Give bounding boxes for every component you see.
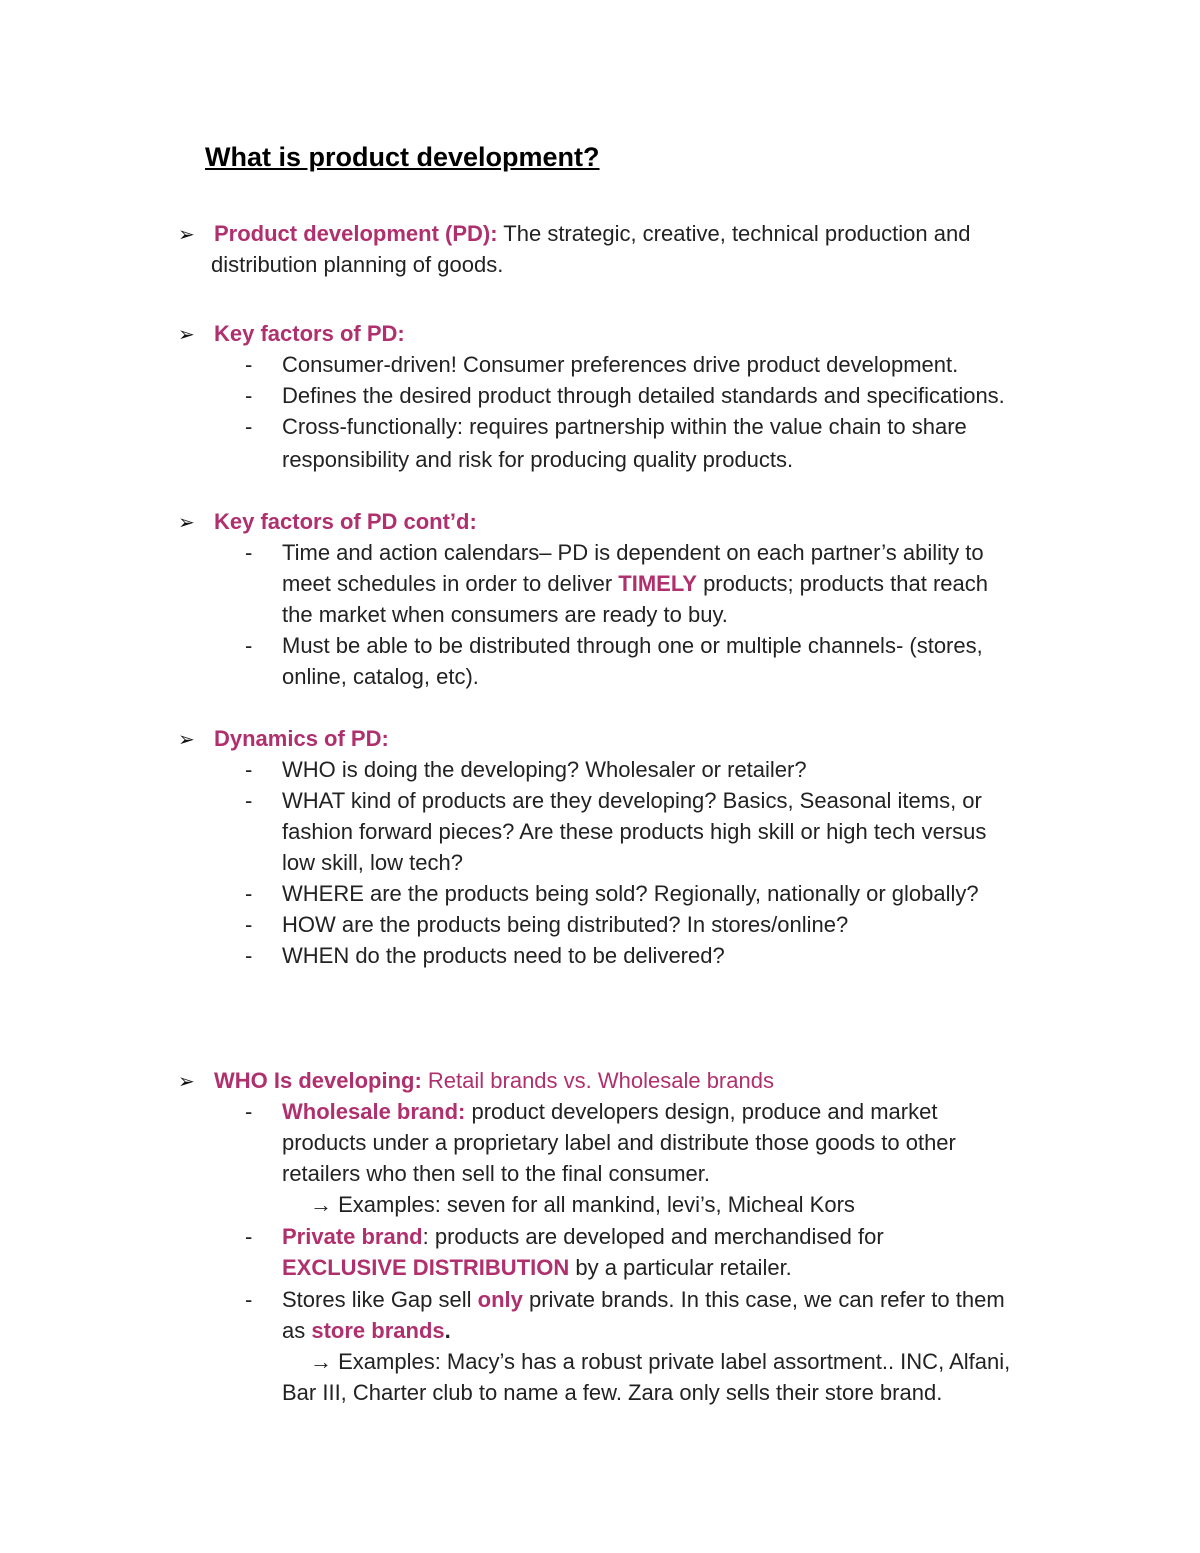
examples-line: → Examples: seven for all mankind, levi’s, Micheal Kors (310, 1192, 855, 1217)
definition-text-cont: distribution planning of goods. (211, 252, 504, 277)
section-heading: Key factors of PD: (214, 321, 405, 346)
section-who-developing (178, 1065, 774, 1098)
list-item-cont: responsibility and risk for producing quality products. (282, 447, 794, 472)
list-item-cont: products under a proprietary label and distribute those goods to other (282, 1130, 956, 1155)
dash-bullet: - (245, 1224, 253, 1249)
arrow-bullet-icon: ➢ (178, 324, 195, 346)
section-heading: WHO Is developing: (214, 1068, 422, 1093)
arrow-bullet-icon: ➢ (178, 1071, 195, 1093)
emphasis-only: only (477, 1287, 523, 1312)
arrow-bullet-icon: ➢ (178, 224, 195, 246)
text: . (444, 1318, 451, 1343)
arrow-bullet-icon: ➢ (178, 512, 195, 534)
list-item: Cross-functionally: requires partnership within the value chain to share (282, 414, 967, 439)
definition-text: The strategic, creative, technical production and (497, 221, 971, 246)
term-wholesale-brand: Wholesale brand: (282, 1099, 466, 1124)
list-item-cont (282, 1315, 451, 1346)
list-item-cont: fashion forward pieces? Are these products high skill or high tech versus (282, 819, 987, 844)
list-item (282, 1096, 937, 1127)
emphasis-timely: TIMELY (618, 571, 697, 596)
section-dynamics (178, 723, 389, 756)
section-key-factors (178, 318, 405, 351)
text: : products are developed and merchandised for (422, 1224, 884, 1249)
list-item: Must be able to be distributed through one or multiple channels- (stores, (282, 633, 983, 658)
text: as (282, 1318, 312, 1343)
list-item: WHO is doing the developing? Wholesaler or retailer? (282, 757, 807, 782)
page-title: What is product development? (205, 142, 600, 172)
dash-bullet: - (245, 414, 253, 439)
list-item: WHAT kind of products are they developing? Basics, Seasonal items, or (282, 788, 982, 813)
dash-bullet: - (245, 1287, 253, 1312)
section-heading: Key factors of PD cont’d: (214, 509, 477, 534)
dash-bullet: - (245, 943, 253, 968)
list-item-cont: online, catalog, etc). (282, 664, 479, 689)
text: meet schedules in order to deliver (282, 571, 619, 596)
section-heading: Product development (PD): (214, 221, 498, 246)
section-key-factors-contd (178, 506, 477, 539)
dash-bullet: - (245, 788, 253, 813)
examples-line: → Examples: Macy’s has a robust private label assortment.. INC, Alfani, (310, 1349, 1011, 1374)
arrow-bullet-icon: ➢ (178, 729, 195, 751)
list-item-cont: the market when consumers are ready to buy. (282, 602, 728, 627)
emphasis-exclusive: EXCLUSIVE DISTRIBUTION (282, 1255, 570, 1280)
dash-bullet: - (245, 757, 253, 782)
list-item-cont: retailers who then sell to the final consumer. (282, 1161, 711, 1186)
list-item: Consumer-driven! Consumer preferences drive product development. (282, 352, 959, 377)
list-item: HOW are the products being distributed? In stores/online? (282, 912, 849, 937)
list-item (282, 1221, 884, 1252)
text: products; products that reach (696, 571, 989, 596)
list-item: WHEN do the products need to be delivered? (282, 943, 725, 968)
examples-line-cont: Bar III, Charter club to name a few. Zara only sells their store brand. (282, 1380, 943, 1405)
list-item: Time and action calendars– PD is dependent on each partner’s ability to (282, 540, 984, 565)
dash-bullet: - (245, 633, 253, 658)
list-item-cont: low skill, low tech? (282, 850, 463, 875)
text: Stores like Gap sell (282, 1287, 478, 1312)
emphasis-store-brands: store brands (311, 1318, 445, 1343)
term-private-brand: Private brand (282, 1224, 423, 1249)
section-pd-definition (178, 218, 970, 251)
text: by a particular retailer. (569, 1255, 792, 1280)
text: product developers design, produce and market (465, 1099, 938, 1124)
list-item-cont (282, 568, 988, 599)
section-heading: Dynamics of PD: (214, 726, 389, 751)
list-item-cont (282, 1252, 792, 1283)
dash-bullet: - (245, 540, 253, 565)
dash-bullet: - (245, 912, 253, 937)
dash-bullet: - (245, 383, 253, 408)
dash-bullet: - (245, 881, 253, 906)
text: private brands. In this case, we can refer to them (522, 1287, 1005, 1312)
list-item: WHERE are the products being sold? Regionally, nationally or globally? (282, 881, 979, 906)
dash-bullet: - (245, 352, 253, 377)
list-item: Defines the desired product through detailed standards and specifications. (282, 383, 1005, 408)
dash-bullet: - (245, 1099, 253, 1124)
section-heading-rest: Retail brands vs. Wholesale brands (421, 1068, 774, 1093)
list-item (282, 1284, 1005, 1315)
